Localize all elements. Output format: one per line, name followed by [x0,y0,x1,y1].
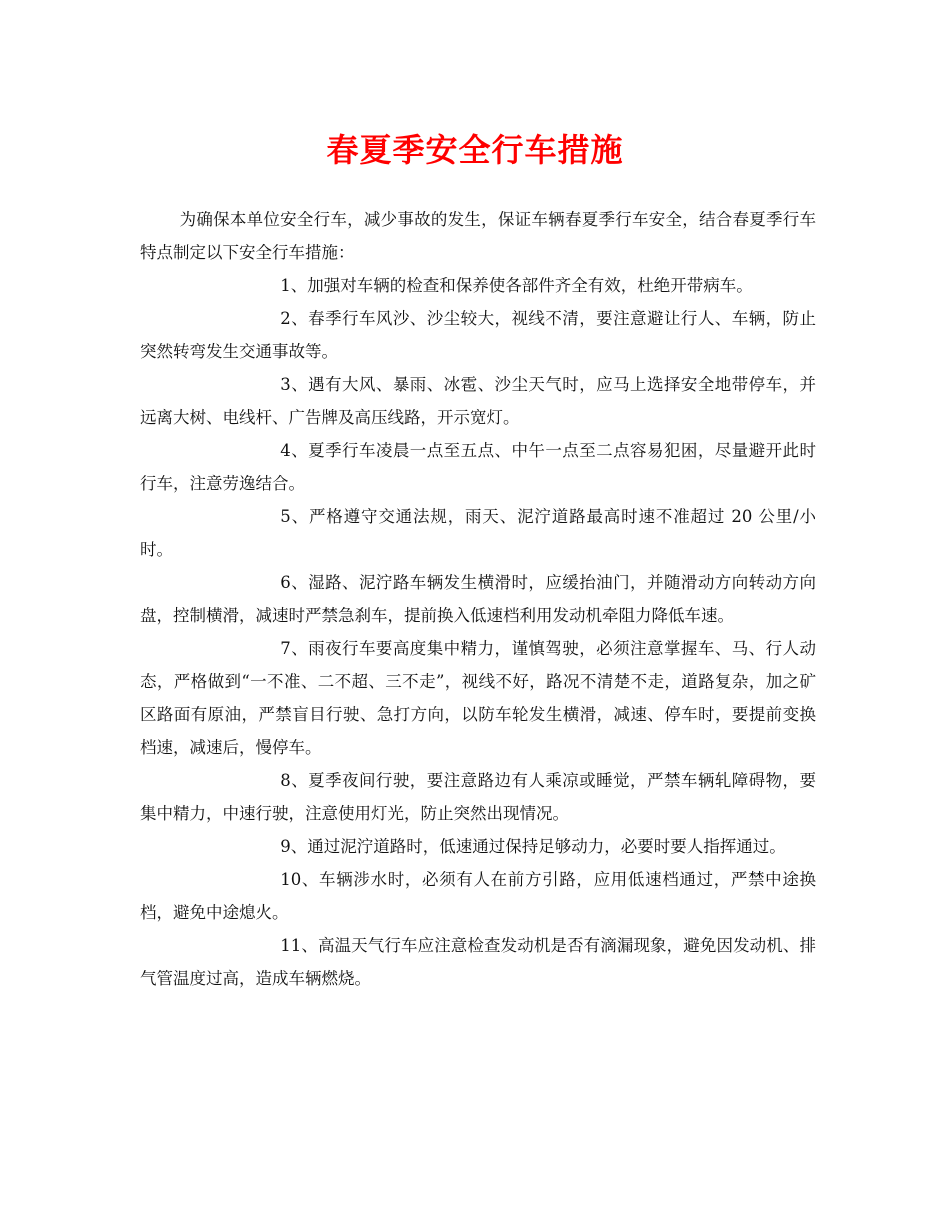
document-title: 春夏季安全行车措施 [326,131,624,169]
measure-item-4: 4、夏季行车凌晨一点至五点、中午一点至二点容易犯困，尽量避开此时行车，注意劳逸结合。 [140,441,816,493]
intro-paragraph: 为确保本单位安全行车，减少事故的发生，保证车辆春夏季行车安全，结合春夏季行车特点制定以下安全行车措施： [140,210,816,262]
measure-item-11: 11、高温天气行车应注意检查发动机是否有滴漏现象，避免因发动机、排气管温度过高，造成车辆燃烧。 [140,936,816,988]
measure-item-5: 5、严格遵守交通法规，雨天、泥泞道路最高时速不准超过 20 公里/小时。 [140,507,816,559]
measure-item-8: 8、夏季夜间行驶，要注意路边有人乘凉或睡觉，严禁车辆轧障碍物，要集中精力，中速行驶，注意使用灯光，防止突然出现情况。 [140,771,816,823]
measure-item-7: 7、雨夜行车要高度集中精力，谨慎驾驶，必须注意掌握车、马、行人动态，严格做到“一不准、二不超、三不走”，视线不好，路况不清楚不走，道路复杂，加之矿区路面有原油，严禁盲目行驶、急打方向，以防车轮发生横滑，减速、停车时，要提前变换档速，减速后，慢停车。 [140,639,816,757]
measure-item-10: 10、车辆涉水时，必须有人在前方引路，应用低速档通过，严禁中途换档，避免中途熄火。 [140,870,816,922]
measure-item-9: 9、通过泥泞道路时，低速通过保持足够动力，必要时要人指挥通过。 [280,837,786,856]
measure-item-6: 6、湿路、泥泞路车辆发生横滑时，应缓抬油门，并随滑动方向转动方向盘，控制横滑，减速时严禁急刹车，提前换入低速档利用发动机牵阻力降低车速。 [140,573,816,625]
measure-item-2: 2、春季行车风沙、沙尘较大，视线不清，要注意避让行人、车辆，防止突然转弯发生交通事故等。 [140,309,816,361]
measure-item-3: 3、遇有大风、暴雨、冰雹、沙尘天气时，应马上选择安全地带停车，并远离大树、电线杆、广告牌及高压线路，开示宽灯。 [140,375,816,427]
measure-item-1: 1、加强对车辆的检查和保养使各部件齐全有效，杜绝开带病车。 [280,276,753,295]
document-body [140,203,816,995]
